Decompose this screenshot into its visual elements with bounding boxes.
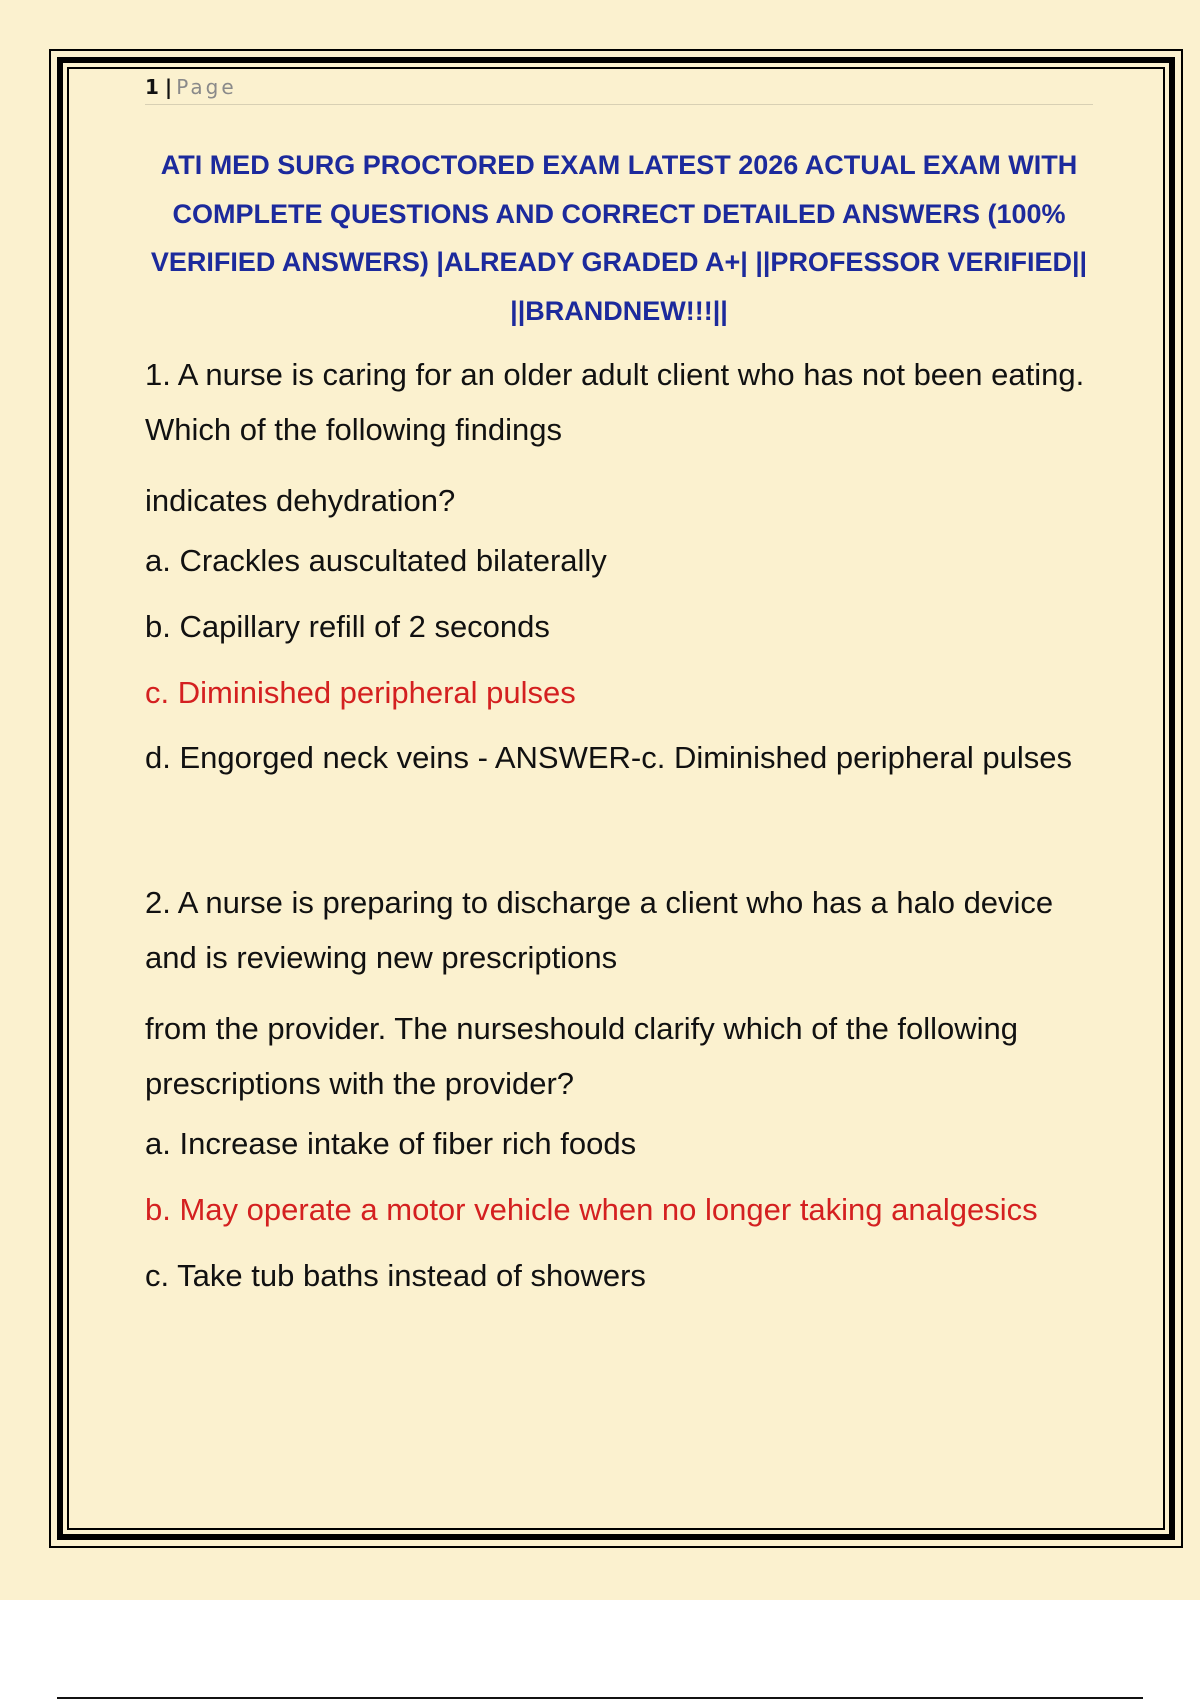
answer-option-a: a. Increase intake of fiber rich foods xyxy=(145,1126,637,1161)
page-content xyxy=(145,72,1093,1309)
question-stem-line: 2. A nurse is preparing to discharge a client who has a halo device and is reviewing new prescriptions xyxy=(145,885,1054,975)
page-header xyxy=(145,72,1093,105)
page-header-separator: | xyxy=(164,75,173,99)
answer-option-c: c. Take tub baths instead of showers xyxy=(145,1258,646,1293)
answer-option-a: a. Crackles auscultated bilaterally xyxy=(145,543,607,578)
question-stem-line: from the provider. The nurseshould clarify which of the following prescriptions with the provider? xyxy=(145,1011,1019,1101)
question-1 xyxy=(145,347,1093,785)
page-label: Page xyxy=(176,75,237,99)
question-stem-line: 1. A nurse is caring for an older adult client who has not been eating. Which of the following findings xyxy=(145,357,1085,447)
answer-option-b: b. Capillary refill of 2 seconds xyxy=(145,609,550,644)
answer-option-d-with-key: d. Engorged neck veins - ANSWER-c. Diminished peripheral pulses xyxy=(145,740,1072,775)
page-number: 1 xyxy=(145,75,159,99)
question-stem-line: indicates dehydration? xyxy=(145,483,456,518)
question-2 xyxy=(145,875,1093,1309)
next-page-rule xyxy=(57,1697,1143,1699)
answer-option-b-correct: b. May operate a motor vehicle when no longer taking analgesics xyxy=(145,1192,1038,1227)
answer-option-c-correct: c. Diminished peripheral pulses xyxy=(145,675,576,710)
document-title: ATI MED SURG PROCTORED EXAM LATEST 2026 ACTUAL EXAM WITH COMPLETE QUESTIONS AND CORRECT DETAILED ANSWERS (100% VERIFIED ANSWERS) |ALREADY GRADED A+| ||PROFESSOR VERIFIED|| ||BRANDNEW!!!|| xyxy=(150,150,1088,326)
